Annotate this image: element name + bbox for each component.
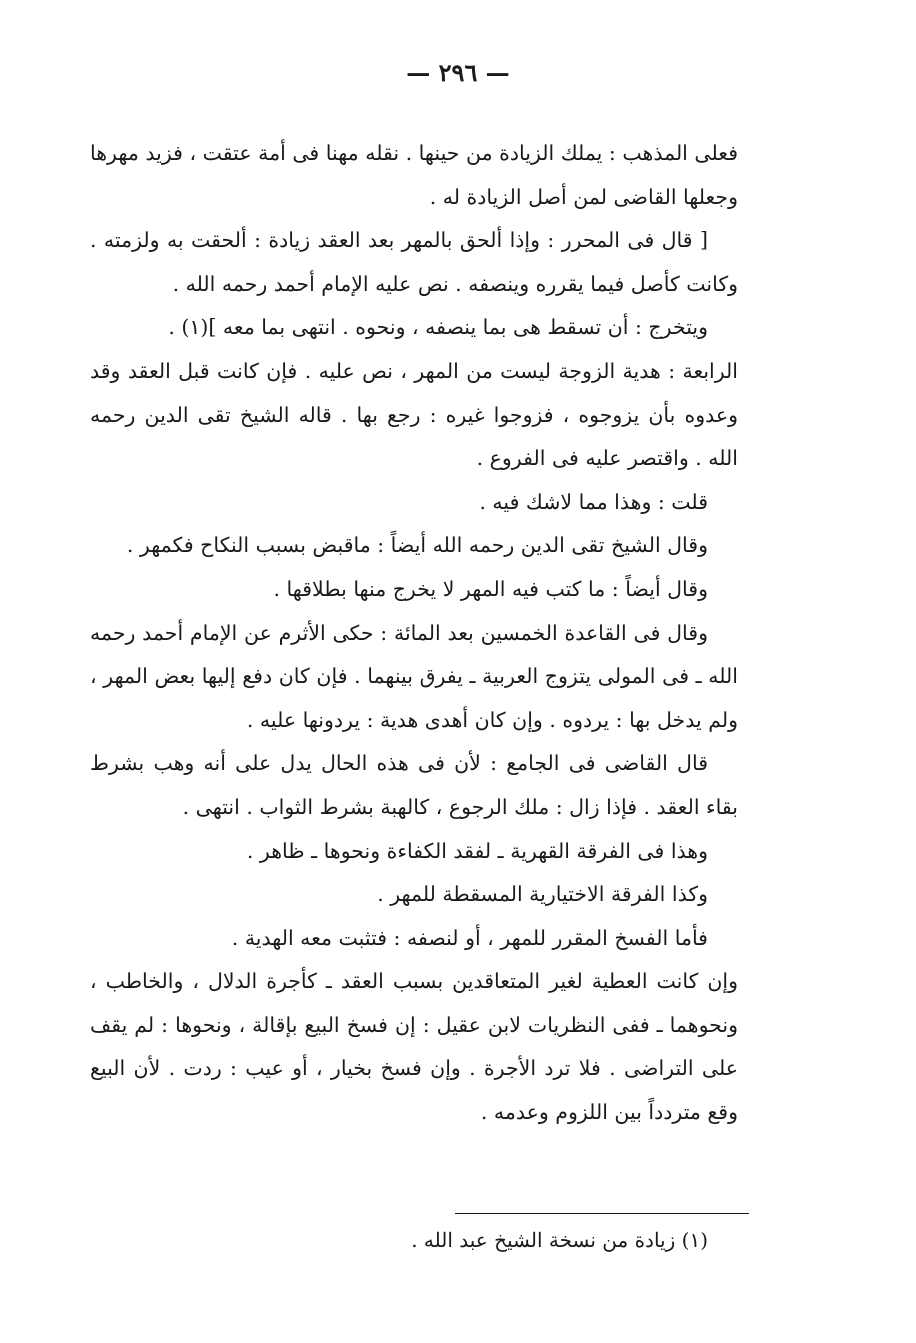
paragraph: وقال أيضاً : ما كتب فيه المهر لا يخرج منها بطلاقها . [273, 576, 708, 601]
paragraph: وقال الشيخ تقى الدين رحمه الله أيضاً : ماقبض بسبب النكاح فكمهر . [126, 533, 708, 558]
paragraph: فعلى المذهب : يملك الزيادة من حينها . نقله مهنا فى أمة عتقت ، فزيد مهرها وجعلها القاضى لمن أصل الزيادة له . [90, 141, 738, 209]
paragraph: ويتخرج : أن تسقط هى بما ينصفه ، ونحوه . انتهى بما معه ](١) . [168, 315, 708, 340]
paragraph: وهذا فى الفرقة القهرية ـ لفقد الكفاءة ونحوها ـ ظاهر . [246, 838, 708, 863]
page-number: — ٢٩٦ — [406, 58, 510, 87]
footnote: (١) زيادة من نسخة الشيخ عبد الله . [411, 1228, 708, 1252]
paragraph: [ قال فى المحرر : وإذا ألحق بالمهر بعد العقد زيادة : ألحقت به ولزمته . وكانت كأصل فيما يقرره وينصفه . نص عليه الإمام أحمد رحمه الله . [90, 228, 738, 296]
footnote-divider [455, 1213, 749, 1214]
paragraph: قال القاضى فى الجامع : لأن فى هذه الحال يدل على أنه وهب بشرط بقاء العقد . فإذا زال : ملك الرجوع ، كالهبة بشرط الثواب . انتهى . [90, 751, 738, 819]
paragraph: الرابعة : هدية الزوجة ليست من المهر ، نص عليه . فإن كانت قبل العقد وقد وعدوه بأن يزوجوه ، فزوجوا غيره : رجع بها . قاله الشيخ تقى الدين رحمه الله . واقتصر عليه فى الفروع . [90, 358, 738, 471]
body-text [90, 132, 738, 1135]
paragraph: فأما الفسخ المقرر للمهر ، أو لنصفه : فتثبت معه الهدية . [231, 925, 708, 950]
paragraph: وقال فى القاعدة الخمسين بعد المائة : حكى الأثرم عن الإمام أحمد رحمه الله ـ فى المولى يتزوج العربية ـ يفرق بينهما . فإن كان دفع إليها بعض المهر ، ولم يدخل بها : يردوه . وإن كان أهدى هدية : يردونها عليه . [90, 620, 738, 732]
paragraph: وإن كانت العطية لغير المتعاقدين بسبب العقد ـ كأجرة الدلال ، والخاطب ، ونحوهما ـ ففى النظريات لابن عقيل : إن فسخ البيع بإقالة ، ونحوها : لم يقف على التراضى . فلا ترد الأجرة . وإن فسخ بخيار ، أو عيب : ردت . لأن البيع وقع متردداً بين اللزوم وعدمه . [90, 969, 738, 1125]
paragraph: وكذا الفرقة الاختيارية المسقطة للمهر . [377, 882, 708, 907]
paragraph: قلت : وهذا مما لاشك فيه . [479, 489, 708, 514]
